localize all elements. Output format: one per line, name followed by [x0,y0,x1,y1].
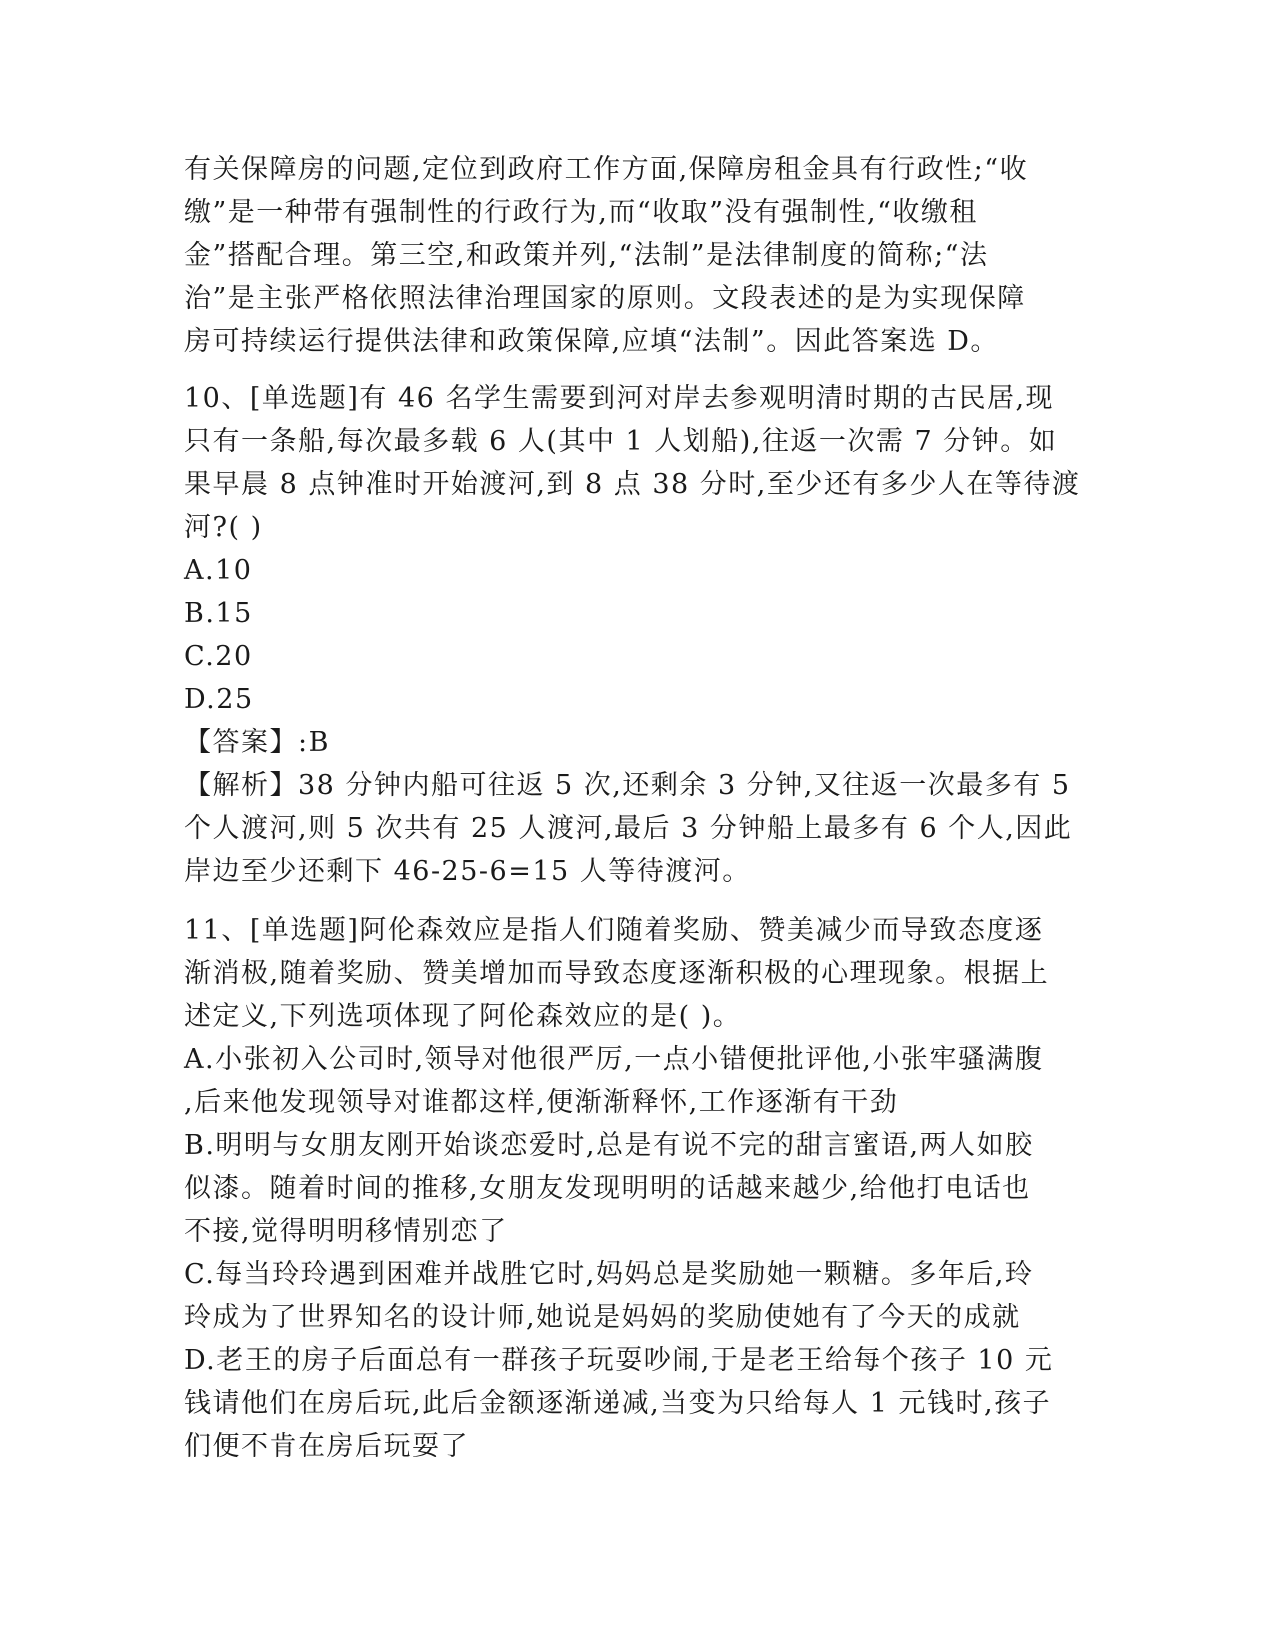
text-line: 有关保障房的问题,定位到政府工作方面,保障房租金具有行政性;“收 [184,154,1029,185]
analysis-line: 岸边至少还剩下 46-25-6=15 人等待渡河。 [184,856,751,887]
option-c-line: 玲成为了世界知名的设计师,她说是妈妈的奖励使她有了今天的成就 [184,1302,1021,1333]
question-11 [184,909,1064,1468]
option-c: C.20 [184,641,253,672]
analysis-line: 个人渡河,则 5 次共有 25 人渡河,最后 3 分钟船上最多有 6 个人,因此 [184,813,1073,844]
option-d: D.25 [184,684,254,715]
text-line: 房可持续运行提供法律和政策保障,应填“法制”。因此答案选 D。 [184,326,999,357]
option-d-line: D.老王的房子后面总有一群孩子玩耍吵闹,于是老王给每个孩子 10 元 [184,1345,1054,1376]
option-c-line: C.每当玲玲遇到困难并战胜它时,妈妈总是奖励她一颗糖。多年后,玲 [184,1259,1034,1290]
question-stem-line: 果早晨 8 点钟准时开始渡河,到 8 点 38 分时,至少还有多少人在等待渡 [184,469,1081,500]
option-b-line: 似漆。随着时间的推移,女朋友发现明明的话越来越少,给他打电话也 [184,1173,1031,1204]
question-stem-line: 11、[单选题]阿伦森效应是指人们随着奖励、赞美减少而导致态度逐 [184,915,1044,946]
option-d-line: 们便不肯在房后玩耍了 [184,1431,469,1462]
previous-explanation [184,148,1064,363]
analysis-line: 【解析】38 分钟内船可往返 5 次,还剩余 3 分钟,又往返一次最多有 5 [184,770,1071,801]
question-stem-line: 10、[单选题]有 46 名学生需要到河对岸去参观明清时期的古民居,现 [184,383,1055,414]
text-line: 金”搭配合理。第三空,和政策并列,“法制”是法律制度的简称;“法 [184,240,989,271]
option-a-line: ,后来他发现领导对谁都这样,便渐渐释怀,工作逐渐有干劲 [184,1087,899,1118]
spacer [184,363,1064,377]
spacer [184,893,1064,909]
question-stem-line: 只有一条船,每次最多载 6 人(其中 1 人划船),往返一次需 7 分钟。如 [184,426,1058,457]
option-b: B.15 [184,598,253,629]
question-stem-line: 渐消极,随着奖励、赞美增加而导致态度逐渐积极的心理现象。根据上 [184,958,1050,989]
text-line: 治”是主张严格依照法律治理国家的原则。文段表述的是为实现保障 [184,283,1026,314]
question-stem-line: 述定义,下列选项体现了阿伦森效应的是( )。 [184,1001,742,1032]
option-a-line: A.小张初入公司时,领导对他很严厉,一点小错便批评他,小张牢骚满腹 [184,1044,1044,1075]
document-page [184,148,1081,1468]
option-b-line: B.明明与女朋友刚开始谈恋爱时,总是有说不完的甜言蜜语,两人如胶 [184,1130,1034,1161]
answer-line: 【答案】:B [184,727,330,758]
question-stem-line: 河?( ) [184,512,263,543]
option-a: A.10 [184,555,253,586]
text-line: 缴”是一种带有强制性的行政行为,而“收取”没有强制性,“收缴租 [184,197,978,228]
option-d-line: 钱请他们在房后玩,此后金额逐渐递减,当变为只给每人 1 元钱时,孩子 [184,1388,1052,1419]
option-b-line: 不接,觉得明明移情别恋了 [184,1216,508,1247]
question-10 [184,377,1081,893]
